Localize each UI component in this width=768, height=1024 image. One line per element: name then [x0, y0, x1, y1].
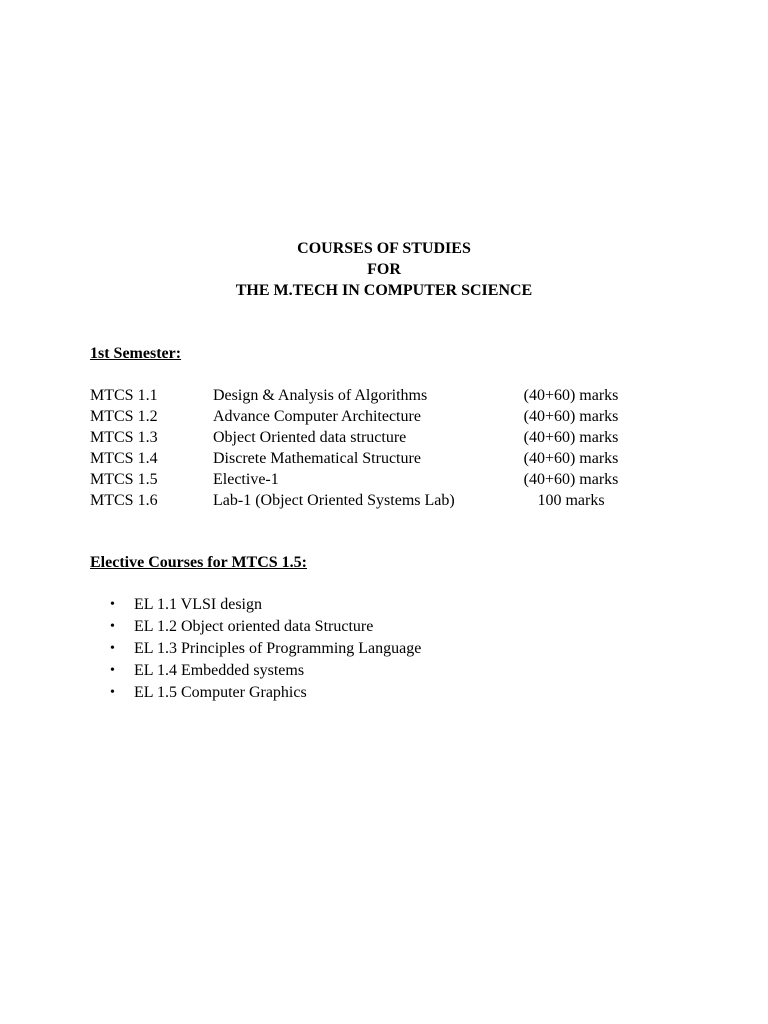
list-item	[110, 616, 421, 638]
semester-heading: 1st Semester:	[90, 345, 182, 362]
bullet-icon: •	[110, 685, 115, 700]
course-marks: 100 marks	[537, 492, 605, 509]
course-row	[90, 448, 670, 469]
course-title: Elective-1	[213, 471, 279, 488]
bullet-icon: •	[110, 597, 115, 612]
list-item	[110, 594, 421, 616]
course-marks: (40+60) marks	[523, 387, 619, 404]
course-row	[90, 385, 670, 406]
course-title: Lab-1 (Object Oriented Systems Lab)	[213, 492, 455, 509]
course-title: Advance Computer Architecture	[213, 408, 421, 425]
course-marks: (40+60) marks	[523, 429, 619, 446]
elective-label: EL 1.5 Computer Graphics	[134, 684, 307, 701]
elective-heading: Elective Courses for MTCS 1.5:	[90, 554, 307, 571]
elective-label: EL 1.1 VLSI design	[134, 596, 262, 613]
elective-list	[110, 594, 421, 704]
course-title: Object Oriented data structure	[213, 429, 407, 446]
title-line-1: COURSES OF STUDIES	[297, 240, 471, 257]
title-line-2: FOR	[367, 261, 401, 278]
course-marks: (40+60) marks	[523, 450, 619, 467]
course-row	[90, 490, 670, 511]
course-title: Design & Analysis of Algorithms	[213, 387, 428, 404]
elective-label: EL 1.4 Embedded systems	[134, 662, 305, 679]
course-row	[90, 427, 670, 448]
course-row	[90, 406, 670, 427]
list-item	[110, 660, 421, 682]
course-code: MTCS 1.3	[90, 429, 158, 446]
course-code: MTCS 1.2	[90, 408, 158, 425]
title-line-3: THE M.TECH IN COMPUTER SCIENCE	[235, 282, 533, 299]
document-title	[0, 238, 768, 301]
course-code: MTCS 1.5	[90, 471, 158, 488]
list-item	[110, 638, 421, 660]
course-marks: (40+60) marks	[523, 408, 619, 425]
list-item	[110, 682, 421, 704]
course-table	[90, 385, 670, 511]
bullet-icon: •	[110, 663, 115, 678]
course-code: MTCS 1.4	[90, 450, 158, 467]
course-code: MTCS 1.6	[90, 492, 158, 509]
course-row	[90, 469, 670, 490]
bullet-icon: •	[110, 641, 115, 656]
bullet-icon: •	[110, 619, 115, 634]
course-title: Discrete Mathematical Structure	[213, 450, 421, 467]
elective-label: EL 1.3 Principles of Programming Language	[134, 640, 422, 657]
course-marks: (40+60) marks	[523, 471, 619, 488]
course-code: MTCS 1.1	[90, 387, 158, 404]
elective-label: EL 1.2 Object oriented data Structure	[134, 618, 374, 635]
